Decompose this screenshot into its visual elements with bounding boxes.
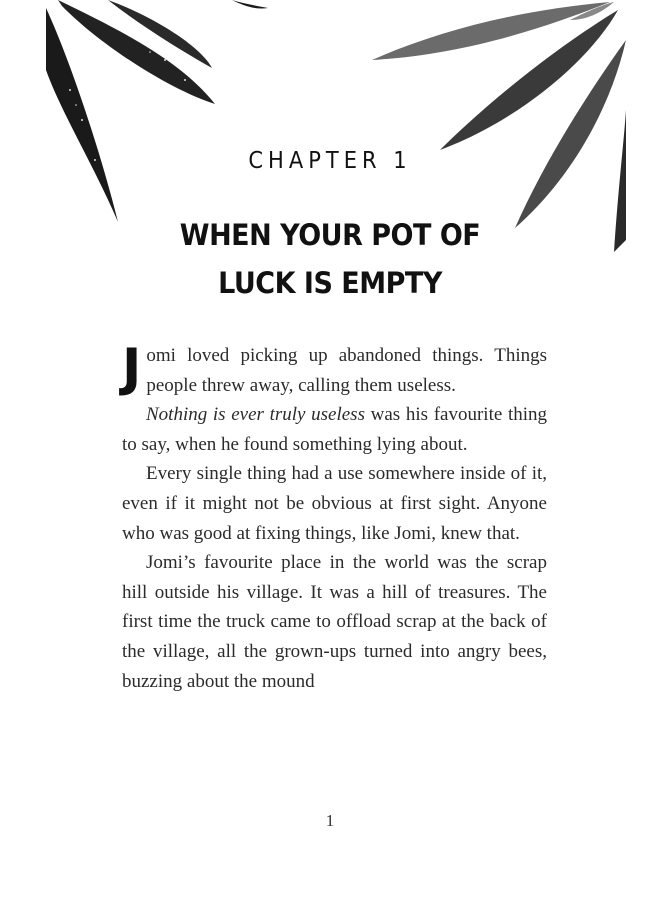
chapter-label: CHAPTER 1 [248, 146, 412, 174]
leaf-left-sliver [232, 0, 268, 9]
chapter-title [0, 212, 660, 308]
paragraph-1 [122, 338, 547, 400]
paragraph-4: Jomi’s favourite place in the world was the scrap hill outside his village. It was a hill of treasures. The first time the truck came to offload scrap at the back of the village, all the grown-ups turned into angry bees, buzzing about the mound [122, 552, 547, 692]
paragraph-2 [122, 400, 547, 459]
paragraph-3: Every single thing had a use somewhere inside of it, even if it might not be obvious at first sight. Anyone who was good at fixing things, like Jomi, knew that. [122, 463, 547, 544]
chapter-title-line-2: LUCK IS EMPTY [218, 266, 442, 301]
page-number: 1 [325, 811, 335, 830]
paragraph-2-text: was his favourite thing to say, when he found something lying about. [122, 404, 548, 455]
paragraph-1-text: omi loved picking up abandoned things. Things people threw away, calling them useless. [146, 345, 547, 396]
chapter-body [122, 338, 548, 696]
drop-cap: J [122, 338, 142, 398]
paragraph-2-italic: Nothing is ever truly useless [146, 404, 365, 426]
chapter-title-line-1: WHEN YOUR POT OF [179, 218, 481, 253]
